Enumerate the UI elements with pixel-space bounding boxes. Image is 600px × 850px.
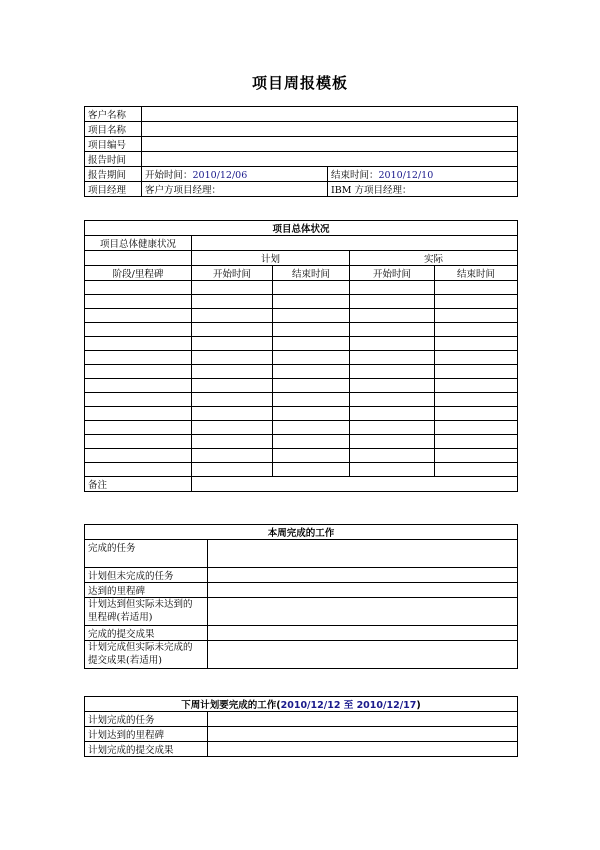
report-period-label: 报告期间 [85, 167, 142, 182]
deliverables-label: 完成的提交成果 [85, 626, 208, 641]
project-manager-label: 项目经理 [85, 182, 142, 197]
customer-name-label: 客户名称 [85, 107, 142, 122]
table-row [85, 435, 518, 449]
next-week-date-from: 2010/12/12 [280, 700, 341, 711]
table-row [85, 351, 518, 365]
table-row [85, 407, 518, 421]
project-name-label: 项目名称 [85, 122, 142, 137]
planned-milestones-label: 计划达到的里程碑 [85, 727, 208, 742]
milestones-missed-value[interactable] [208, 598, 518, 626]
this-week-table [84, 524, 518, 669]
table-row [85, 393, 518, 407]
table-row [85, 365, 518, 379]
next-week-table [84, 696, 518, 757]
plan-actual-spacer [85, 251, 192, 266]
planned-deliverables-label: 计划完成的提交成果 [85, 742, 208, 757]
deliverables-missed-value[interactable] [208, 641, 518, 669]
table-row [85, 379, 518, 393]
milestones-reached-label: 达到的里程碑 [85, 583, 208, 598]
overall-status-header: 项目总体状况 [85, 221, 518, 236]
plan-header: 计划 [192, 251, 350, 266]
planned-milestones-value[interactable] [208, 727, 518, 742]
this-week-header: 本周完成的工作 [85, 525, 518, 540]
planned-unfinished-value[interactable] [208, 568, 518, 583]
project-name-value[interactable] [142, 122, 518, 137]
ibm-pm-cell[interactable]: IBM 方项目经理： [328, 182, 518, 197]
page-title: 项目周报模板 [251, 74, 348, 92]
start-time-value: 2010/12/06 [192, 170, 248, 181]
plan-end-column-header: 结束时间 [273, 266, 350, 281]
plan-start-column-header: 开始时间 [192, 266, 273, 281]
table-row [85, 295, 518, 309]
start-time-label: 开始时间： [145, 170, 193, 181]
notes-label: 备注 [85, 477, 192, 492]
table-row [85, 309, 518, 323]
start-time-cell[interactable] [142, 167, 328, 182]
project-number-value[interactable] [142, 137, 518, 152]
overall-status-table [84, 220, 518, 492]
actual-end-column-header: 结束时间 [435, 266, 518, 281]
table-row [85, 281, 518, 295]
report-time-label: 报告时间 [85, 152, 142, 167]
project-number-label: 项目编号 [85, 137, 142, 152]
milestone-column-header: 阶段/里程碑 [85, 266, 192, 281]
milestones-reached-value[interactable] [208, 583, 518, 598]
table-row [85, 463, 518, 477]
report-time-value[interactable] [142, 152, 518, 167]
completed-tasks-value[interactable] [208, 540, 518, 568]
end-time-cell[interactable] [328, 167, 518, 182]
end-time-value: 2010/12/10 [378, 170, 434, 181]
planned-tasks-label: 计划完成的任务 [85, 712, 208, 727]
next-week-header: 下周计划要完成的工作(2010/12/12 至 2010/12/17) [85, 697, 518, 712]
project-info-table [84, 106, 518, 197]
table-row [85, 337, 518, 351]
customer-name-value[interactable] [142, 107, 518, 122]
table-row [85, 421, 518, 435]
next-week-date-to: 2010/12/17 [356, 700, 417, 711]
deliverables-missed-label: 计划完成但实际未完成的 提交成果(若适用) [85, 641, 208, 669]
actual-start-column-header: 开始时间 [350, 266, 435, 281]
planned-unfinished-label: 计划但未完成的任务 [85, 568, 208, 583]
table-row [85, 449, 518, 463]
planned-tasks-value[interactable] [208, 712, 518, 727]
completed-tasks-label: 完成的任务 [85, 540, 208, 568]
notes-value[interactable] [192, 477, 518, 492]
health-value[interactable] [192, 236, 518, 251]
deliverables-value[interactable] [208, 626, 518, 641]
health-label: 项目总体健康状况 [85, 236, 192, 251]
end-time-label: 结束时间： [331, 170, 379, 181]
milestones-missed-label: 计划达到但实际未达到的 里程碑(若适用) [85, 598, 208, 626]
client-pm-cell[interactable]: 客户方项目经理： [142, 182, 328, 197]
planned-deliverables-value[interactable] [208, 742, 518, 757]
actual-header: 实际 [350, 251, 518, 266]
table-row [85, 323, 518, 337]
